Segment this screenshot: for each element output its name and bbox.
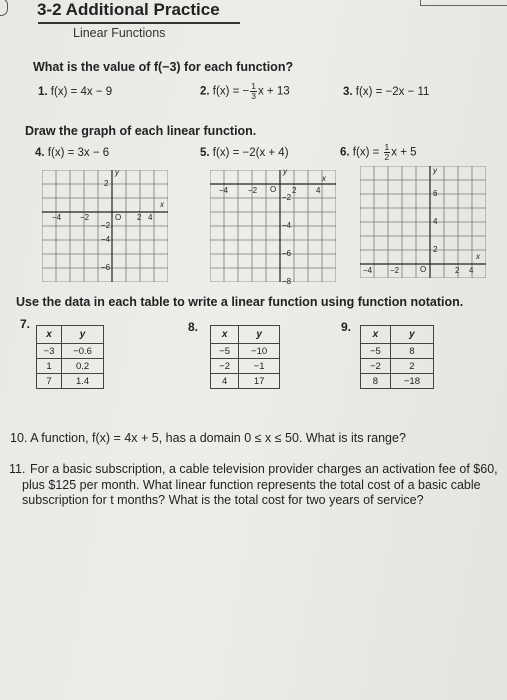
y-axis-label: y: [283, 167, 287, 176]
problem-expression-pre: f(x) = −: [212, 85, 250, 98]
origin-label: O: [420, 265, 427, 274]
table-cell: −2: [361, 359, 391, 374]
fraction-denominator: 3: [251, 91, 256, 101]
problem-6: [340, 143, 417, 162]
table-header-y: y: [62, 326, 104, 344]
x-tick: −2: [80, 213, 90, 222]
problem-expression: f(x) = −2x − 11: [355, 86, 430, 98]
problem-7-number: 7.: [20, 317, 31, 331]
y-tick: 2: [433, 245, 438, 254]
title-underline: [38, 22, 240, 24]
table-cell: −1: [239, 359, 280, 374]
name-box-outline: [420, 0, 507, 6]
y-tick: −6: [101, 263, 111, 272]
coordinate-grid: [360, 166, 486, 278]
table-cell: 7: [37, 374, 62, 389]
problem-expression-pre: f(x) =: [352, 146, 383, 159]
graph-grid-5[interactable]: [210, 167, 336, 286]
question-10: [10, 431, 490, 447]
fraction-denominator: 2: [384, 152, 390, 162]
x-tick: 2: [137, 213, 142, 222]
table-row: [211, 374, 280, 389]
table-row: [211, 359, 280, 374]
problem-expression-post: x + 5: [391, 146, 417, 159]
problem-5: [200, 147, 289, 159]
problem-expression: f(x) = 4x − 9: [50, 86, 113, 98]
table-row: [361, 359, 434, 374]
x-tick: −2: [390, 266, 400, 275]
table-cell: 8: [390, 344, 433, 359]
question-number: 10.: [10, 431, 28, 445]
table-cell: 1.4: [62, 374, 104, 389]
x-tick: −2: [248, 186, 258, 195]
table-row: [37, 344, 104, 359]
y-tick: −4: [101, 235, 111, 244]
x-tick: −4: [363, 266, 373, 275]
data-table-8: [210, 325, 280, 389]
table-cell: −2: [211, 359, 239, 374]
x-tick: 4: [469, 266, 474, 275]
table-cell: −3: [37, 344, 62, 359]
table-cell: 8: [361, 374, 391, 389]
problem-9-number: 9.: [341, 320, 352, 334]
graph-grid-6[interactable]: [360, 166, 486, 278]
table-header-x: x: [37, 326, 62, 344]
table-cell: −5: [361, 344, 391, 359]
problem-1: [38, 86, 112, 98]
problem-number: 3.: [343, 86, 353, 98]
table-cell: 17: [239, 374, 280, 389]
table-cell: −10: [239, 344, 280, 359]
problem-number: 6.: [340, 146, 350, 159]
x-tick: 4: [316, 186, 321, 195]
section2-prompt: Draw the graph of each linear function.: [25, 124, 257, 138]
section3-prompt: Use the data in each table to write a linear function using function notation.: [16, 295, 464, 309]
x-tick: −4: [219, 186, 229, 195]
table-cell: 1: [37, 359, 62, 374]
fraction-numerator: 1: [384, 142, 390, 152]
data-table-9: [360, 325, 434, 389]
problem-number: 1.: [38, 86, 48, 98]
section1-prompt: What is the value of f(−3) for each function?: [33, 60, 294, 74]
y-tick: −2: [101, 221, 111, 230]
question-text: A function, f(x) = 4x + 5, has a domain 0 ≤ x ≤ 50. What is its range?: [30, 431, 406, 445]
problem-expression: f(x) = −2(x + 4): [212, 147, 289, 159]
table-cell: 0.2: [62, 359, 104, 374]
y-tick: 2: [104, 179, 109, 188]
origin-label: O: [115, 213, 122, 222]
data-table-7: [36, 325, 104, 389]
table-row: [361, 344, 434, 359]
origin-label: O: [270, 185, 277, 194]
y-axis-label: y: [433, 166, 437, 175]
x-tick: 2: [292, 186, 297, 195]
table-cell: −0.6: [62, 344, 104, 359]
y-tick: −2: [282, 193, 292, 202]
fraction-numerator: 1: [251, 81, 256, 91]
x-axis-label: x: [322, 174, 326, 183]
y-axis-label: y: [115, 168, 119, 177]
problem-number: 4.: [35, 147, 45, 159]
table-header-x: x: [361, 326, 391, 344]
table-header-x: x: [211, 326, 239, 344]
problem-number: 2.: [200, 85, 210, 98]
table-header-y: y: [239, 326, 280, 344]
y-tick: 6: [433, 189, 438, 198]
problem-8-number: 8.: [188, 320, 199, 334]
x-tick: 2: [455, 266, 460, 275]
problem-expression-post: x + 13: [257, 85, 290, 98]
problem-number: 5.: [200, 147, 210, 159]
table-row: [211, 344, 280, 359]
table-row: [37, 359, 104, 374]
x-axis-label: x: [160, 200, 164, 209]
y-tick: −8: [282, 277, 292, 286]
table-cell: −5: [211, 344, 239, 359]
table-header-y: y: [390, 326, 433, 344]
x-tick: 4: [148, 213, 153, 222]
fraction: [384, 143, 391, 162]
table-cell: −18: [390, 374, 433, 389]
page-title: 3-2 Additional Practice: [37, 0, 220, 19]
y-tick: 4: [433, 217, 438, 226]
fraction: [250, 82, 257, 101]
x-axis-label: x: [476, 252, 480, 261]
problem-4: [35, 147, 109, 159]
problem-3: [343, 86, 429, 98]
question-11-text: For a basic subscription, a cable television provider charges an activation fee of $60, plus $125 per month. What linear function represents the total cost of a basic cable subscription for t months? What is the total cost for two years of service?: [22, 462, 498, 507]
binder-hole-mark: [0, 0, 8, 16]
page-subtitle: Linear Functions: [73, 26, 166, 40]
table-row: [37, 374, 104, 389]
table-cell: 2: [390, 359, 433, 374]
table-row: [361, 374, 434, 389]
problem-2: [200, 82, 290, 101]
question-11-number: 11.: [9, 462, 26, 476]
problem-expression: f(x) = 3x − 6: [47, 147, 110, 159]
table-cell: 4: [211, 374, 239, 389]
graph-grid-4[interactable]: [42, 170, 168, 282]
y-tick: −4: [282, 221, 292, 230]
y-tick: −6: [282, 249, 292, 258]
x-tick: −4: [52, 213, 62, 222]
